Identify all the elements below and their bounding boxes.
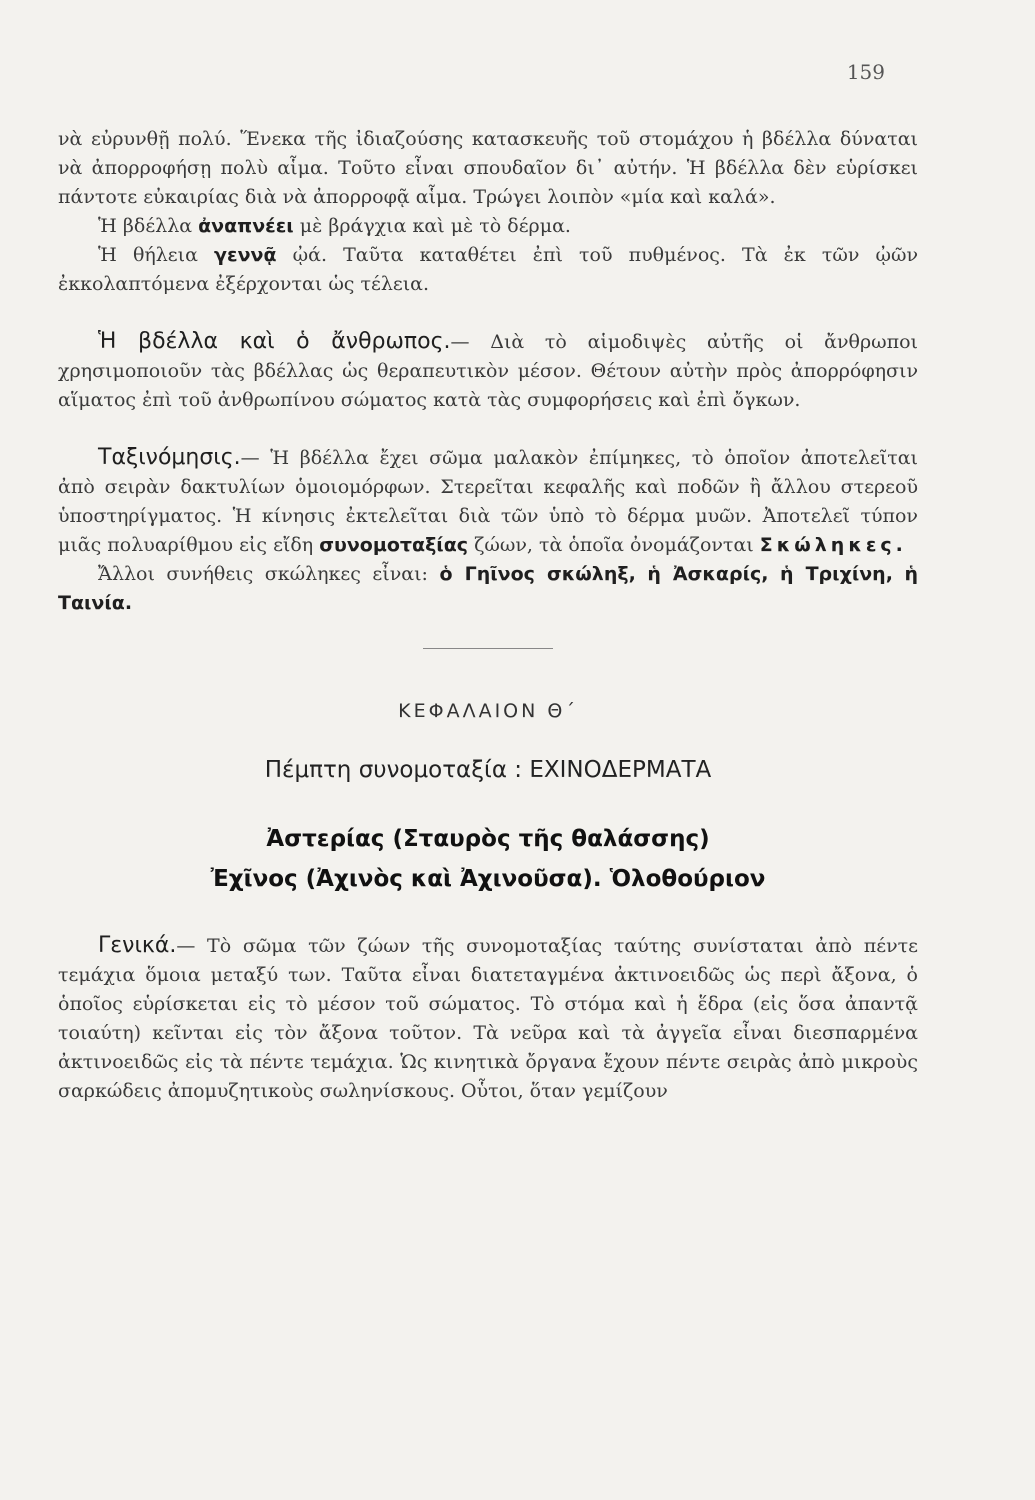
page-body — [58, 125, 918, 1106]
worm-ascaris: ἡ Ἀσκαρίς, — [647, 563, 769, 585]
chapter-title-1: Ἀστερίας (Σταυρὸς τῆς θαλάσσης) — [266, 826, 710, 852]
leech-stomach-paragraph: νὰ εὐρυνθῇ πολύ. Ἕνεκα τῆς ἰδιαζούσης κατασκευῆς τοῦ στομάχου ἡ βδέλλα δύναται νὰ ἀπορροφήσῃ πολὺ αἷμα. Τοῦτο εἶναι σπουδαῖον δι᾽ αὐτήν. Ἡ βδέλλα δὲν εὑρίσκει πάντοτε εὐκαιρίας διὰ νὰ ἀπορροφᾷ αἷμα. Τρώγει λοιπὸν «μία καὶ καλά». — [58, 128, 918, 208]
worms-term: Σκώληκες. — [759, 534, 907, 556]
chapter-titles — [58, 819, 918, 899]
worm-taenia: ἡ Ταινία. — [58, 563, 918, 614]
reproduction-keyword: γεννᾷ — [214, 244, 277, 266]
classification-keyword: συνομοταξίας — [319, 534, 469, 556]
other-worms-paragraph — [58, 560, 918, 618]
section-divider — [423, 648, 553, 649]
leech-and-man-text: — Διὰ τὸ αἱμοδιψὲς αὐτῆς οἱ ἄνθρωποι χρησιμοποιοῦν τὰς βδέλλας ὡς θεραπευτικὸν μέσον. Θέτουν αὐτὴν πρὸς ἀπορρόφησιν αἵματος ἐπὶ τοῦ ἀνθρωπίνου σώματος κατὰ τὰς συμφορήσεις καὶ ἐπὶ ὄγκων. — [58, 331, 919, 411]
general-text: — Τὸ σῶμα τῶν ζώων τῆς συνομοταξίας ταύτης συνίσταται ἀπὸ πέντε τεμάχια ὅμοια μεταξύ των. Ταῦτα εἶναι διατεταγμένα ἀκτινοειδῶς ὡς περὶ ἄξονα, ὁ ὁποῖος εὑρίσκεται εἰς τὸ μέσον τοῦ σώματος. Τὸ στόμα καὶ ἡ ἕδρα (εἰς ὅσα ἀπαντᾷ τοιαύτη) κεῖνται εἰς τὸν ἄξονα τοῦτον. Τὰ νεῦρα καὶ τὰ ἀγγεῖα εἶναι διεσπαρμένα ἀκτινοειδῶς εἰς τὰ πέντε τεμάχια. Ὡς κινητικὰ ὄργανα ἔχουν πέντε σειρὰς ἀπὸ μικροὺς σαρκώδεις ἀπομυζητικοὺς σωληνίσκους. Οὗτοι, ὅταν γεμίζουν — [58, 935, 918, 1102]
phylum-title: Πέμπτη συνομοταξία : ΕΧΙΝΟΔΕΡΜΑΤΑ — [264, 757, 712, 783]
classification-heading: Ταξινόμησις. — [98, 445, 241, 470]
classification-text-1: — Ἡ βδέλλα ἔχει σῶμα μαλακὸν ἐπίμηκες, τὸ ὁποῖον ἀποτελεῖται ἀπὸ σειρὰν δακτυλίων ὁμοιομόρφων. Στερεῖται κεφαλῆς καὶ ποδῶν ἢ ἄλλου στερεοῦ ὑποστηρίγματος. Ἡ κίνησις ἐκτελεῖται διὰ τῶν ὑπὸ τὸ δέρμα μυῶν. Ἀποτελεῖ τύπον μιᾶς πολυαρίθμου εἰς εἴδη — [58, 447, 918, 556]
leech-and-man-heading: Ἡ βδέλλα καὶ ὁ ἄνθρωπος. — [98, 329, 451, 354]
leech-and-man-paragraph — [58, 327, 918, 415]
classification-paragraph — [58, 443, 918, 560]
classification-text-2: ζώων, τὰ ὁποῖα ὀνομάζονται — [474, 534, 754, 556]
breathing-paragraph — [58, 212, 918, 241]
breathing-pre: Ἡ βδέλλα — [98, 215, 193, 237]
chapter-title-2: Ἐχῖνος (Ἀχινὸς καὶ Ἀχινοῦσα). Ὁλοθούριον — [210, 866, 766, 892]
breathing-keyword: ἀναπνέει — [198, 215, 294, 237]
worm-trichina: ἡ Τριχίνη, — [779, 563, 893, 585]
other-worms-text: Ἄλλοι συνήθεις σκώληκες εἶναι: — [98, 563, 428, 585]
reproduction-post: ᾠά. Ταῦτα καταθέτει ἐπὶ τοῦ πυθμένος. Τὰ ἐκ τῶν ᾠῶν ἐκκολαπτόμενα ἐξέρχονται ὡς τέλεια. — [58, 244, 919, 295]
reproduction-pre: Ἡ θήλεια — [98, 244, 198, 266]
general-paragraph — [58, 931, 918, 1106]
breathing-post: μὲ βράγχια καὶ μὲ τὸ δέρμα. — [299, 215, 571, 237]
reproduction-paragraph — [58, 241, 918, 299]
worm-earthworm: ὁ Γηῖνος σκώληξ, — [439, 563, 636, 585]
general-heading: Γενικά. — [98, 933, 177, 958]
chapter-label: ΚΕΦΑΛΑΙΟΝ Θ΄ — [398, 700, 578, 722]
page-number: 159 — [846, 60, 885, 84]
